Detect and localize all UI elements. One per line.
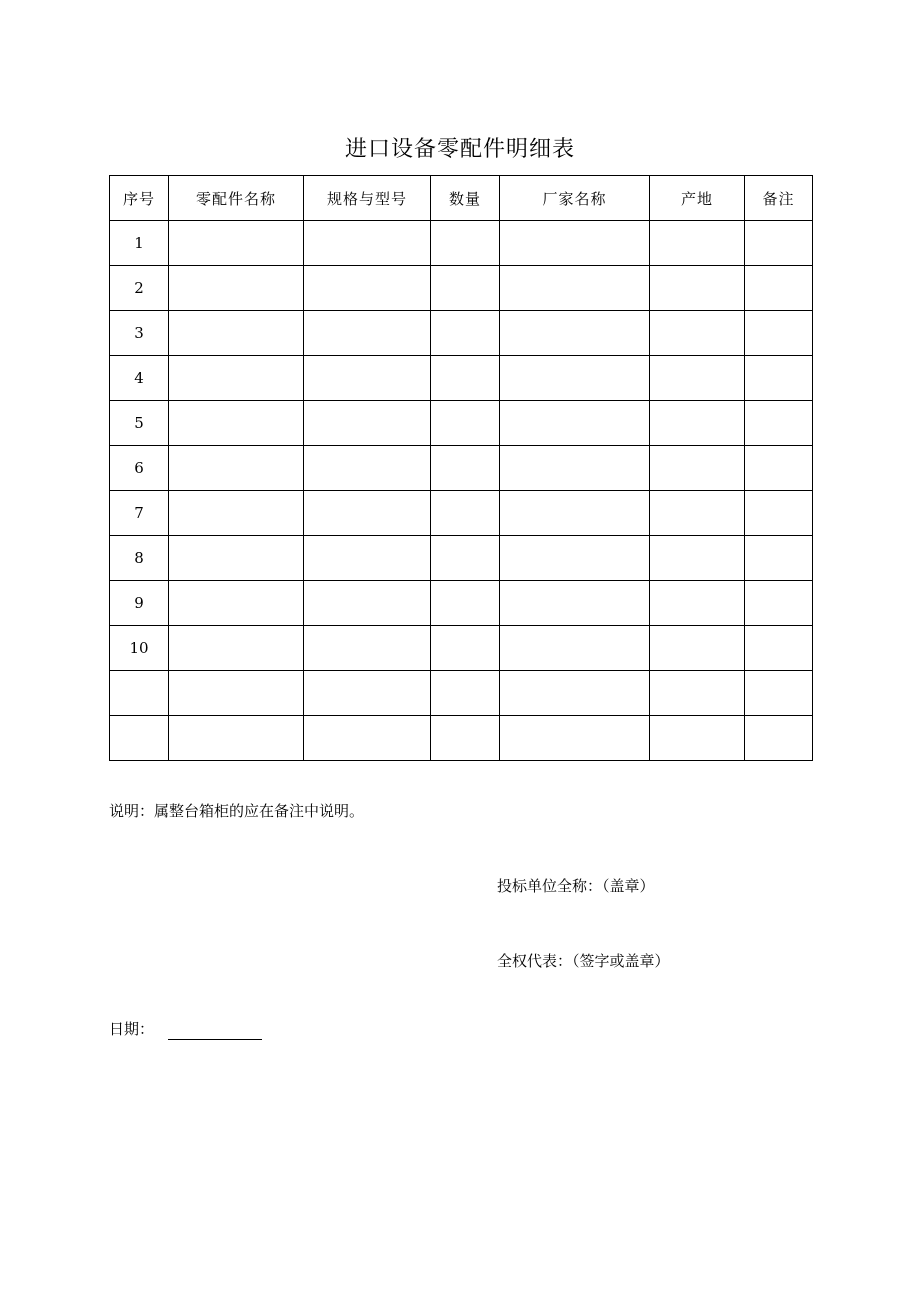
cell-manufacturer	[500, 626, 650, 671]
cell-remarks	[745, 446, 813, 491]
cell-origin	[650, 311, 745, 356]
cell-origin	[650, 626, 745, 671]
cell-remarks	[745, 626, 813, 671]
header-quantity: 数量	[431, 176, 500, 221]
date-field	[109, 1018, 262, 1040]
cell-origin	[650, 401, 745, 446]
header-origin: 产地	[650, 176, 745, 221]
table-body	[110, 221, 813, 761]
parts-detail-table	[109, 175, 813, 761]
table-row	[110, 491, 813, 536]
cell-part-name	[169, 716, 304, 761]
header-remarks: 备注	[745, 176, 813, 221]
cell-spec-model	[304, 446, 431, 491]
cell-part-name	[169, 266, 304, 311]
cell-part-name	[169, 536, 304, 581]
cell-origin	[650, 581, 745, 626]
table-header-row	[110, 176, 813, 221]
cell-manufacturer	[500, 266, 650, 311]
cell-serial-number: 6	[110, 446, 169, 491]
cell-spec-model	[304, 401, 431, 446]
cell-remarks	[745, 716, 813, 761]
cell-remarks	[745, 356, 813, 401]
table-row	[110, 401, 813, 446]
cell-quantity	[431, 626, 500, 671]
cell-remarks	[745, 311, 813, 356]
cell-quantity	[431, 356, 500, 401]
cell-quantity	[431, 401, 500, 446]
table-row	[110, 581, 813, 626]
cell-remarks	[745, 581, 813, 626]
cell-manufacturer	[500, 491, 650, 536]
cell-manufacturer	[500, 356, 650, 401]
cell-remarks	[745, 266, 813, 311]
cell-origin	[650, 671, 745, 716]
document-title: 进口设备零配件明细表	[344, 137, 575, 162]
cell-serial-number: 3	[110, 311, 169, 356]
cell-remarks	[745, 401, 813, 446]
cell-remarks	[745, 536, 813, 581]
header-serial-number: 序号	[110, 176, 169, 221]
table-row	[110, 446, 813, 491]
representative-signature-label: 全权代表：（签字或盖章）	[497, 952, 670, 970]
table-row	[110, 221, 813, 266]
table-row	[110, 266, 813, 311]
cell-manufacturer	[500, 401, 650, 446]
cell-quantity	[431, 221, 500, 266]
cell-manufacturer	[500, 581, 650, 626]
cell-manufacturer	[500, 221, 650, 266]
cell-spec-model	[304, 716, 431, 761]
note-text: 说明：属整台箱柜的应在备注中说明。	[109, 802, 365, 820]
cell-spec-model	[304, 581, 431, 626]
cell-manufacturer	[500, 536, 650, 581]
cell-remarks	[745, 671, 813, 716]
table-row	[110, 671, 813, 716]
table-row	[110, 311, 813, 356]
header-spec-model: 规格与型号	[304, 176, 431, 221]
cell-part-name	[169, 581, 304, 626]
table-row	[110, 536, 813, 581]
header-manufacturer: 厂家名称	[500, 176, 650, 221]
cell-quantity	[431, 581, 500, 626]
cell-manufacturer	[500, 671, 650, 716]
cell-manufacturer	[500, 716, 650, 761]
cell-spec-model	[304, 266, 431, 311]
table-row	[110, 626, 813, 671]
cell-origin	[650, 536, 745, 581]
cell-serial-number: 1	[110, 221, 169, 266]
cell-part-name	[169, 221, 304, 266]
cell-origin	[650, 356, 745, 401]
cell-part-name	[169, 311, 304, 356]
cell-manufacturer	[500, 446, 650, 491]
cell-part-name	[169, 356, 304, 401]
cell-serial-number: 4	[110, 356, 169, 401]
cell-serial-number	[110, 716, 169, 761]
cell-serial-number: 2	[110, 266, 169, 311]
cell-remarks	[745, 221, 813, 266]
cell-quantity	[431, 716, 500, 761]
cell-manufacturer	[500, 311, 650, 356]
cell-serial-number	[110, 671, 169, 716]
cell-origin	[650, 446, 745, 491]
cell-origin	[650, 221, 745, 266]
cell-quantity	[431, 536, 500, 581]
cell-part-name	[169, 491, 304, 536]
cell-quantity	[431, 671, 500, 716]
date-label: 日期：	[109, 1020, 155, 1038]
cell-spec-model	[304, 311, 431, 356]
cell-serial-number: 9	[110, 581, 169, 626]
bidder-unit-signature-label: 投标单位全称：（盖章）	[497, 877, 655, 895]
cell-origin	[650, 491, 745, 536]
cell-part-name	[169, 626, 304, 671]
cell-spec-model	[304, 536, 431, 581]
cell-quantity	[431, 491, 500, 536]
cell-quantity	[431, 446, 500, 491]
cell-part-name	[169, 446, 304, 491]
cell-serial-number: 10	[110, 626, 169, 671]
cell-spec-model	[304, 626, 431, 671]
cell-remarks	[745, 491, 813, 536]
cell-part-name	[169, 671, 304, 716]
cell-origin	[650, 716, 745, 761]
cell-spec-model	[304, 221, 431, 266]
cell-spec-model	[304, 491, 431, 536]
cell-spec-model	[304, 671, 431, 716]
cell-part-name	[169, 401, 304, 446]
header-part-name: 零配件名称	[169, 176, 304, 221]
cell-serial-number: 7	[110, 491, 169, 536]
cell-spec-model	[304, 356, 431, 401]
date-blank-line	[168, 1023, 262, 1040]
cell-serial-number: 8	[110, 536, 169, 581]
table-row	[110, 716, 813, 761]
cell-serial-number: 5	[110, 401, 169, 446]
cell-quantity	[431, 266, 500, 311]
cell-origin	[650, 266, 745, 311]
cell-quantity	[431, 311, 500, 356]
table-row	[110, 356, 813, 401]
